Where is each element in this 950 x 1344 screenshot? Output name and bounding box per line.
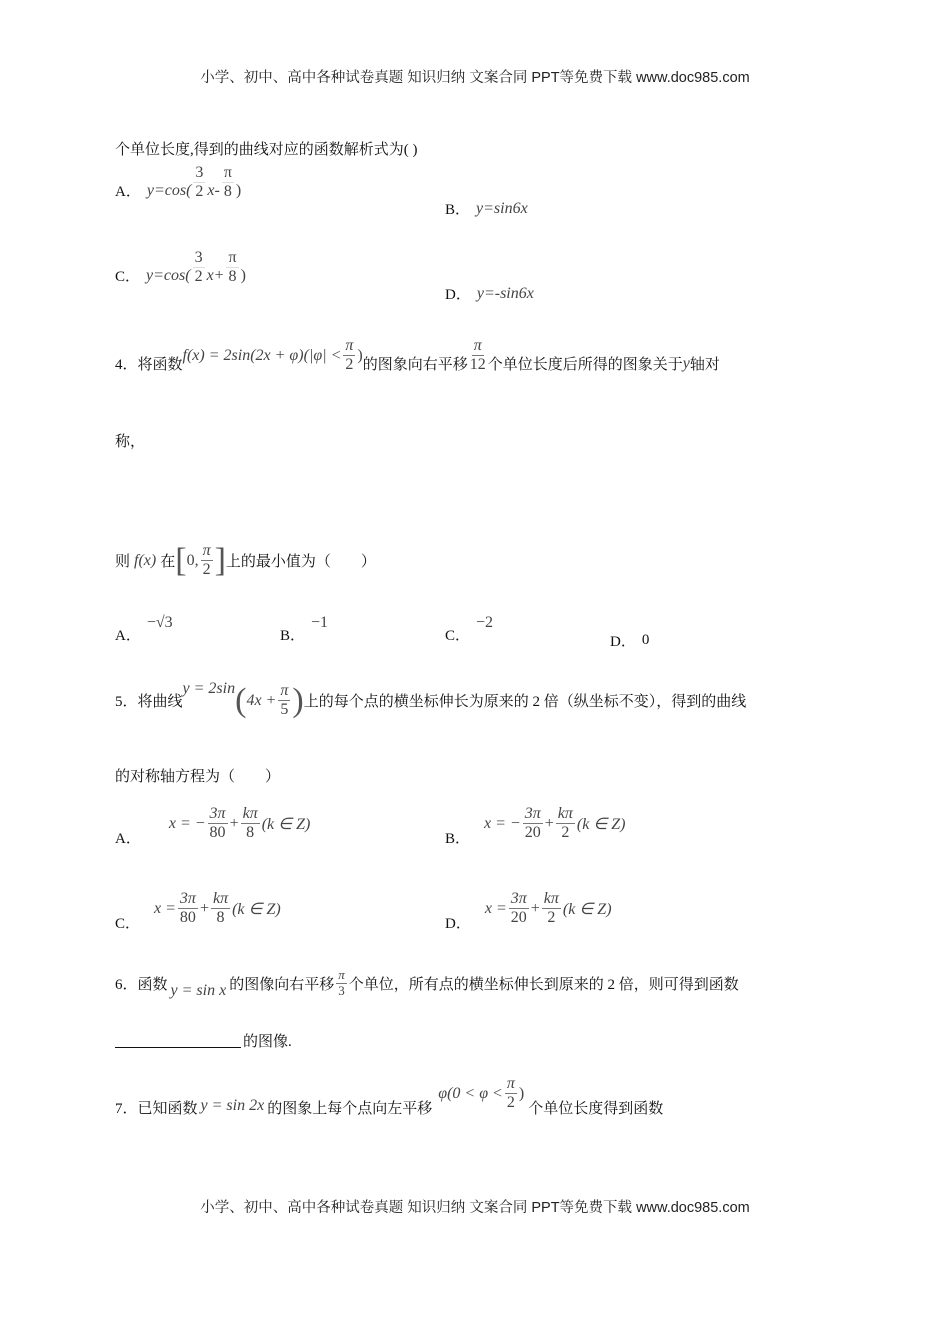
fraction bbox=[336, 968, 347, 999]
numerator: kπ bbox=[241, 805, 260, 824]
option-label: A． bbox=[115, 628, 141, 644]
denominator: 12 bbox=[469, 356, 486, 374]
numerator: π bbox=[505, 1075, 517, 1094]
formula: f(x) = 2sin(2x + φ)(|φ| < bbox=[182, 346, 342, 364]
text: 的图象上每个点向左平移 bbox=[267, 1101, 433, 1118]
numerator: π bbox=[226, 249, 238, 268]
q5-option-a: A． x = − $\frac{3\pi}{80}$ + $\frac{k\pi}{8}$ (k ∈ Z) bbox=[115, 805, 311, 848]
formula: x = bbox=[484, 899, 507, 917]
option-label: B． bbox=[445, 202, 471, 218]
fraction bbox=[505, 1075, 517, 1113]
formula: y = sin 2x bbox=[200, 1096, 265, 1114]
option-expr: ) bbox=[235, 181, 242, 199]
formula: (k ∈ Z) bbox=[576, 815, 626, 833]
numerator: π bbox=[222, 164, 234, 183]
page-footer: 小学、初中、高中各种试卷真题 知识归纳 文案合同 PPT等免费下载 www.doc985.com bbox=[200, 1200, 750, 1216]
text: 的图象向右平移 bbox=[362, 357, 468, 374]
question-number: 4． bbox=[115, 357, 138, 374]
denominator: 3 bbox=[338, 982, 345, 998]
option-value: 0 bbox=[641, 632, 650, 648]
numerator: 3 bbox=[193, 249, 205, 268]
formula: y = 2sin bbox=[182, 679, 236, 697]
option-label: A． bbox=[115, 184, 141, 201]
denominator: 2 bbox=[194, 268, 203, 286]
option-expr: x- bbox=[207, 181, 220, 199]
fraction bbox=[226, 249, 238, 287]
q4-option-d bbox=[610, 630, 649, 651]
answer-blank[interactable] bbox=[115, 1033, 241, 1048]
formula: ) bbox=[357, 346, 363, 364]
fraction bbox=[542, 890, 561, 928]
q4-option-c bbox=[445, 613, 494, 645]
text: 上的最小值为（ ） bbox=[225, 554, 376, 571]
fraction bbox=[208, 805, 228, 843]
option-label: B． bbox=[280, 628, 306, 644]
numerator: π bbox=[343, 337, 355, 356]
numerator: 3π bbox=[208, 805, 228, 824]
page-header: 小学、初中、高中各种试卷真题 知识归纳 文案合同 PPT等免费下载 www.doc985.com bbox=[200, 70, 750, 86]
denominator: 80 bbox=[179, 909, 196, 927]
formula: (k ∈ Z) bbox=[261, 815, 311, 833]
denominator: 2 bbox=[561, 824, 570, 842]
paren: ) bbox=[292, 681, 304, 719]
q5-option-d: D． x = $\frac{3\pi}{20}$ + $\frac{k\pi}{2}$ (k ∈ Z) bbox=[445, 890, 612, 933]
denominator: 20 bbox=[524, 824, 541, 842]
fraction bbox=[523, 805, 543, 843]
text: 已知函数 bbox=[137, 1101, 198, 1118]
q7-stem bbox=[115, 1075, 664, 1118]
option-label: D． bbox=[445, 287, 471, 303]
denominator: 2 bbox=[547, 909, 556, 927]
q3-stem: 个单位长度,得到的曲线对应的函数解析式为( ) bbox=[115, 142, 418, 158]
formula: x = − bbox=[168, 814, 206, 832]
numerator: 3 bbox=[193, 164, 205, 183]
formula: x = − bbox=[484, 814, 521, 832]
denominator: 5 bbox=[280, 701, 289, 719]
denominator: 8 bbox=[228, 268, 237, 286]
q3-option-a bbox=[115, 164, 242, 210]
fraction bbox=[193, 249, 205, 287]
denominator: 20 bbox=[510, 909, 527, 927]
numerator: π bbox=[472, 337, 484, 356]
formula: ) bbox=[518, 1084, 525, 1102]
fraction bbox=[278, 682, 290, 720]
text: 将曲线 bbox=[137, 694, 183, 711]
q3-option-b bbox=[445, 198, 528, 219]
text: 在 bbox=[160, 554, 176, 571]
text: 个单位，所有点的横坐标伸长到原来的 2 倍，则可得到函数 bbox=[348, 976, 739, 993]
fraction bbox=[241, 805, 260, 843]
option-label: A． bbox=[115, 831, 141, 848]
text: 函数 bbox=[137, 976, 168, 993]
option-expr: y=cos( bbox=[146, 266, 191, 284]
bracket: [ bbox=[175, 541, 187, 579]
fraction bbox=[556, 805, 575, 843]
q5-option-b: B． x = − $\frac{3\pi}{20}$ + $\frac{k\pi}{2}$ (k ∈ Z) bbox=[445, 805, 626, 848]
formula: (k ∈ Z) bbox=[232, 900, 281, 918]
text: 则 bbox=[115, 554, 131, 571]
formula: y = sin x bbox=[170, 982, 227, 1000]
q4-stem-cont: 称， bbox=[115, 434, 146, 450]
question-number: 7． bbox=[115, 1101, 138, 1118]
option-label: C． bbox=[115, 269, 141, 286]
text: 的图像. bbox=[243, 1034, 292, 1050]
option-label: C． bbox=[115, 916, 141, 933]
numerator: π bbox=[338, 967, 345, 982]
numerator: 3π bbox=[509, 890, 529, 909]
option-expr: ) bbox=[240, 266, 246, 284]
q4-option-b bbox=[280, 613, 329, 645]
q4-option-a bbox=[115, 613, 173, 645]
question-number: 5． bbox=[115, 694, 138, 711]
question-number: 6． bbox=[115, 976, 138, 993]
option-value: −√3 bbox=[146, 613, 173, 631]
q4-question bbox=[115, 542, 376, 580]
fraction bbox=[509, 890, 529, 928]
text: 个单位长度得到函数 bbox=[528, 1101, 664, 1118]
fraction bbox=[201, 542, 213, 580]
text: 的图像向右平移 bbox=[229, 976, 335, 993]
text: 上的每个点的横坐标伸长为原来的 2 倍（纵坐标不变），得到的曲线 bbox=[303, 694, 747, 711]
denominator: 2 bbox=[202, 561, 211, 579]
fraction bbox=[222, 164, 234, 202]
q6-stem bbox=[115, 968, 739, 999]
numerator: kπ bbox=[556, 805, 575, 824]
numerator: kπ bbox=[542, 890, 561, 909]
denominator: 8 bbox=[223, 183, 232, 201]
fraction bbox=[343, 337, 355, 375]
text: 将函数 bbox=[137, 357, 183, 374]
text: 个单位长度后所得的图象关于 bbox=[487, 357, 683, 374]
q3-option-d bbox=[445, 283, 534, 304]
option-value: −2 bbox=[476, 613, 494, 631]
numerator: kπ bbox=[211, 890, 230, 909]
formula: 0, bbox=[186, 551, 199, 569]
denominator: 8 bbox=[246, 824, 255, 842]
q4-stem bbox=[115, 337, 720, 383]
text: 轴对 bbox=[689, 357, 720, 374]
option-label: D． bbox=[610, 634, 636, 650]
paren: ( bbox=[235, 681, 247, 719]
formula: f(x) bbox=[134, 551, 157, 569]
option-value: −1 bbox=[311, 613, 329, 631]
fraction bbox=[470, 337, 486, 375]
option-expr: y=cos( bbox=[146, 181, 192, 199]
formula: y bbox=[682, 354, 690, 372]
denominator: 80 bbox=[209, 824, 226, 842]
formula: x = bbox=[154, 899, 176, 917]
numerator: 3π bbox=[178, 890, 198, 909]
denominator: 8 bbox=[216, 909, 225, 927]
q5-stem-cont: 的对称轴方程为（ ） bbox=[115, 769, 281, 785]
fraction bbox=[211, 890, 230, 928]
denominator: 2 bbox=[345, 356, 354, 374]
numerator: π bbox=[201, 542, 213, 561]
formula: 4x + bbox=[246, 691, 277, 709]
q5-stem bbox=[115, 679, 747, 720]
q6-answer-line bbox=[115, 1030, 292, 1051]
q5-option-c: C． x = $\frac{3\pi}{80}$ + $\frac{k\pi}{8}$ (k ∈ Z) bbox=[115, 890, 281, 933]
option-expr: y=sin6x bbox=[476, 199, 528, 217]
option-label: C． bbox=[445, 628, 471, 644]
numerator: 3π bbox=[523, 805, 543, 824]
option-label: B． bbox=[445, 831, 471, 848]
denominator: 2 bbox=[506, 1094, 515, 1112]
option-expr: x+ bbox=[206, 266, 225, 284]
bracket: ] bbox=[214, 541, 226, 579]
numerator: π bbox=[278, 682, 290, 701]
formula: (k ∈ Z) bbox=[562, 900, 612, 918]
denominator: 2 bbox=[195, 183, 204, 201]
option-label: D． bbox=[445, 916, 471, 933]
fraction bbox=[178, 890, 198, 928]
fraction bbox=[193, 164, 205, 202]
q3-option-c bbox=[115, 249, 246, 295]
formula: φ(0 < φ < bbox=[438, 1084, 503, 1102]
option-expr: y=-sin6x bbox=[476, 284, 534, 302]
